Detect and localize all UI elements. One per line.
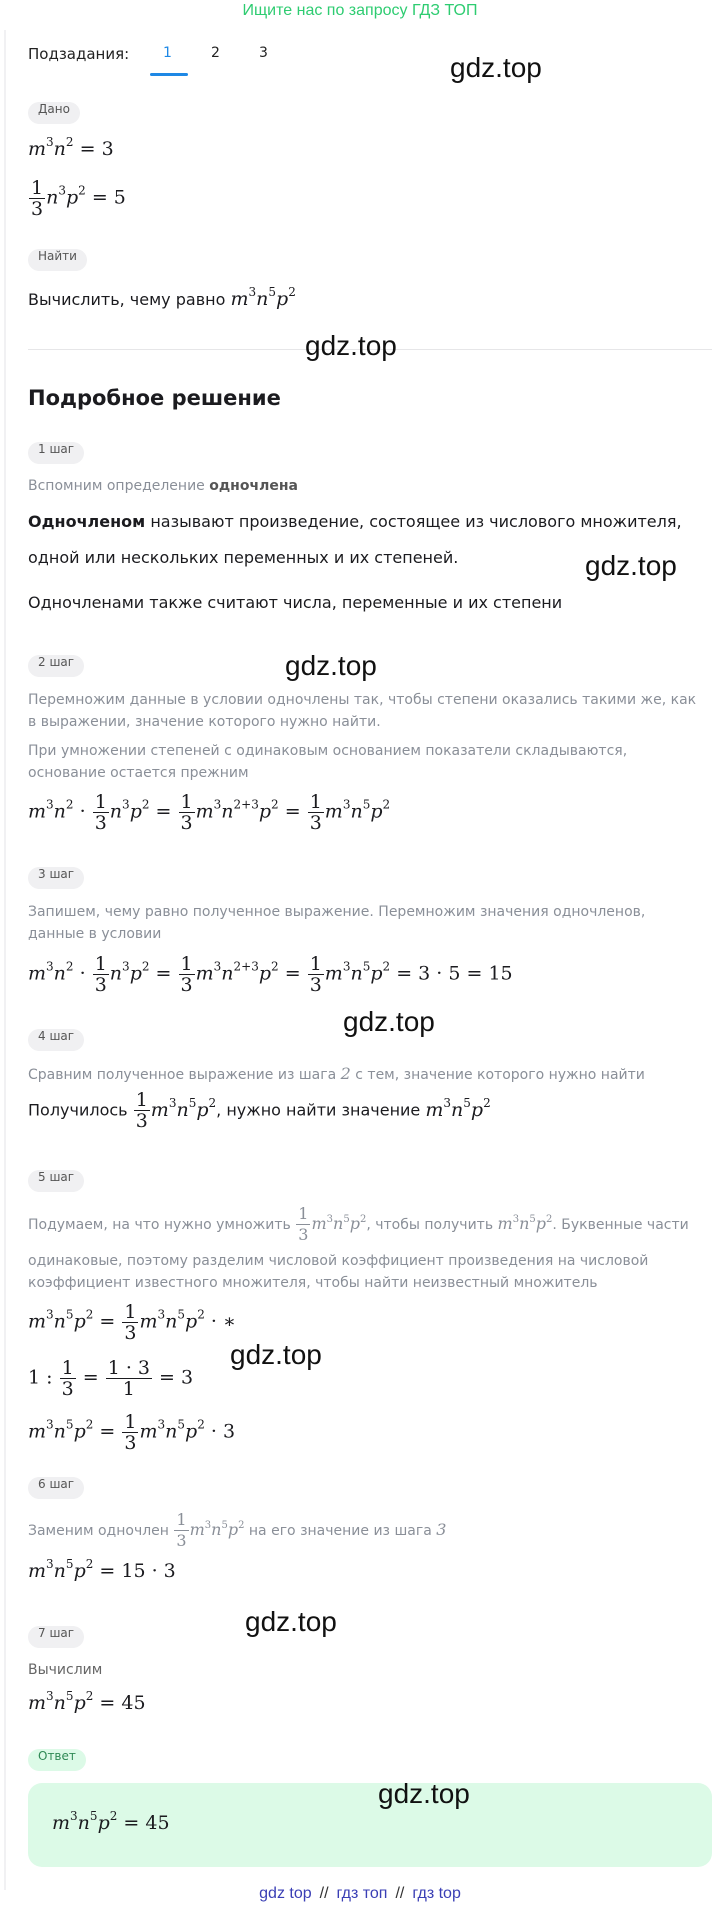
step-2-hint-4: основание остается прежним bbox=[28, 765, 249, 781]
subtasks-label: Подзадания: bbox=[28, 45, 130, 63]
step-1-hint-text: Вспомним определение bbox=[28, 478, 205, 494]
footer-link-3[interactable]: гдз top bbox=[412, 1885, 461, 1902]
step-1-pill: 1 шаг bbox=[28, 442, 84, 464]
watermark: gdz.top bbox=[343, 1006, 435, 1037]
answer-equation: $m^3n^5p^2 = 45$ bbox=[52, 1809, 170, 1834]
step-7-equation: $m^3n^5p^2 = 45$ bbox=[28, 1689, 146, 1714]
step-5-hint-b: , чтобы получить bbox=[366, 1217, 494, 1233]
step-5-hint-a: Подумаем, на что нужно умножить bbox=[28, 1217, 291, 1233]
tab-subtask-1[interactable]: 1 bbox=[163, 45, 172, 61]
find-pill: Найти bbox=[28, 249, 87, 271]
active-tab-indicator bbox=[150, 73, 188, 76]
step-1-hint-bold: одночлена bbox=[209, 478, 298, 494]
step-7-hint: Вычислим bbox=[28, 1662, 103, 1678]
watermark: gdz.top bbox=[585, 550, 677, 581]
step-1-def-rest: называют произведение, состоящее из числового множителя, bbox=[150, 512, 682, 531]
step-6-equation: $m^3n^5p^2 = 15 \cdot 3$ bbox=[28, 1557, 176, 1582]
step-4-hint-prefix: Сравним полученное выражение из шага bbox=[28, 1067, 337, 1083]
step-4-need: , нужно найти значение bbox=[216, 1100, 421, 1120]
step-2-equation: $m^3n^2$ · $\frac{1}{3}$ $n^3p^2$ = $\frac{1}{3}$ $m^3n^{2+3}p^2$ = $\frac{1}{3}$ $m^3n^5p^2$ bbox=[28, 791, 391, 834]
step-6-hint-num: 3 bbox=[436, 1520, 447, 1539]
given-equation-1: $m^3n^2 = 3$ bbox=[28, 135, 114, 160]
watermark: gdz.top bbox=[378, 1778, 470, 1809]
step-6-hint-b: на его значение из шага bbox=[248, 1523, 432, 1539]
watermark: gdz.top bbox=[285, 650, 377, 681]
step-4-pill: 4 шаг bbox=[28, 1029, 84, 1051]
step-5-hint-c: . Буквенные части bbox=[552, 1217, 689, 1233]
answer-pill: Ответ bbox=[28, 1749, 86, 1771]
footer-link-2[interactable]: гдз топ bbox=[336, 1885, 388, 1902]
search-banner: Ищите нас по запросу ГДЗ ТОП bbox=[242, 2, 478, 19]
step-7-pill: 7 шаг bbox=[28, 1626, 84, 1648]
step-4-hint bbox=[28, 1063, 645, 1086]
watermark: gdz.top bbox=[230, 1339, 322, 1370]
step-2-hint-1: Перемножим данные в условии одночлены так, чтобы степени оказались такими же, как bbox=[28, 692, 697, 708]
step-5-hint-1: Подумаем, на что нужно умножить $\frac{1}{3}$ $m^3n^5p^2$, чтобы получить $m^3n^5p^2$. Буквенные части bbox=[28, 1204, 689, 1244]
step-4-got: Получилось bbox=[28, 1100, 128, 1120]
solution-title: Подробное решение bbox=[28, 386, 281, 410]
step-2-pill: 2 шаг bbox=[28, 655, 84, 677]
tab-subtask-2[interactable]: 2 bbox=[211, 45, 220, 61]
watermark: gdz.top bbox=[245, 1606, 337, 1637]
step-4-result: Получилось $\frac{1}{3}$ $m^3n^5p^2$, нужно найти значение $m^3n^5p^2$ bbox=[28, 1089, 491, 1132]
step-1-def-line3: Одночленами также считают числа, переменные и их степени bbox=[28, 593, 563, 612]
step-5-equation-3: $m^3n^5p^2$ = $\frac{1}{3}$ $m^3n^5p^2 \cdot 3$ bbox=[28, 1411, 236, 1454]
step-1-definition bbox=[28, 512, 682, 531]
step-1-def-term: Одночленом bbox=[28, 512, 146, 531]
step-5-hint-3: коэффициент известного множителя, чтобы найти неизвестный множитель bbox=[28, 1275, 598, 1291]
step-3-equation: $m^3n^2$ · $\frac{1}{3}$ $n^3p^2$ = $\frac{1}{3}$ $m^3n^{2+3}p^2$ = $\frac{1}{3}$ $m^3n^5p^2 = 3 \cdot 5 = 15$ bbox=[28, 953, 513, 996]
step-3-hint-1: Запишем, чему равно полученное выражение. Перемножим значения одночленов, bbox=[28, 904, 646, 920]
given-pill: Дано bbox=[28, 102, 80, 124]
footer-separator: // bbox=[395, 1885, 405, 1902]
watermark: gdz.top bbox=[305, 330, 397, 361]
step-5-equation-1: $m^3n^5p^2$ = $\frac{1}{3}$ $m^3n^5p^2$ · ∗ bbox=[28, 1301, 236, 1344]
step-3-hint-2: данные в условии bbox=[28, 926, 162, 942]
step-6-pill: 6 шаг bbox=[28, 1477, 84, 1499]
find-text: Вычислить, чему равно $m^3n^5p^2$ bbox=[28, 285, 296, 310]
tab-subtask-3[interactable]: 3 bbox=[259, 45, 268, 61]
step-6-hint-a: Заменим одночлен bbox=[28, 1523, 169, 1539]
given-equation-2: $\frac{1}{3}$ $n^3p^2 = 5$ bbox=[31, 177, 126, 220]
find-text-label: Вычислить, чему равно bbox=[28, 290, 226, 309]
step-3-pill: 3 шаг bbox=[28, 867, 84, 889]
step-6-hint: Заменим одночлен $\frac{1}{3}$ $m^3n^5p^2$ на его значение из шага 3 bbox=[28, 1510, 447, 1550]
step-1-hint bbox=[28, 475, 298, 497]
footer-links bbox=[0, 1885, 720, 1903]
step-5-pill: 5 шаг bbox=[28, 1170, 84, 1192]
step-2-hint-2: в выражении, значение которого нужно найти. bbox=[28, 714, 381, 730]
left-border bbox=[4, 30, 6, 1890]
step-2-hint-3: При умножении степеней с одинаковым основанием показатели складываются, bbox=[28, 743, 628, 759]
footer-link-1[interactable]: gdz top bbox=[259, 1885, 312, 1902]
step-5-equation-2: 1 : $\frac{1}{3}$ = $\frac{1 \cdot 3}{1}$ = 3 bbox=[28, 1357, 194, 1400]
step-5-hint-2: одинаковые, поэтому разделим числовой коэффициент произведения на числовой bbox=[28, 1253, 649, 1269]
step-1-def-line2: одной или нескольких переменных и их степеней. bbox=[28, 548, 459, 567]
step-4-hint-suffix: с тем, значение которого нужно найти bbox=[355, 1067, 645, 1083]
footer-separator: // bbox=[319, 1885, 329, 1902]
watermark: gdz.top bbox=[450, 52, 542, 83]
step-4-hint-num: 2 bbox=[340, 1064, 351, 1083]
